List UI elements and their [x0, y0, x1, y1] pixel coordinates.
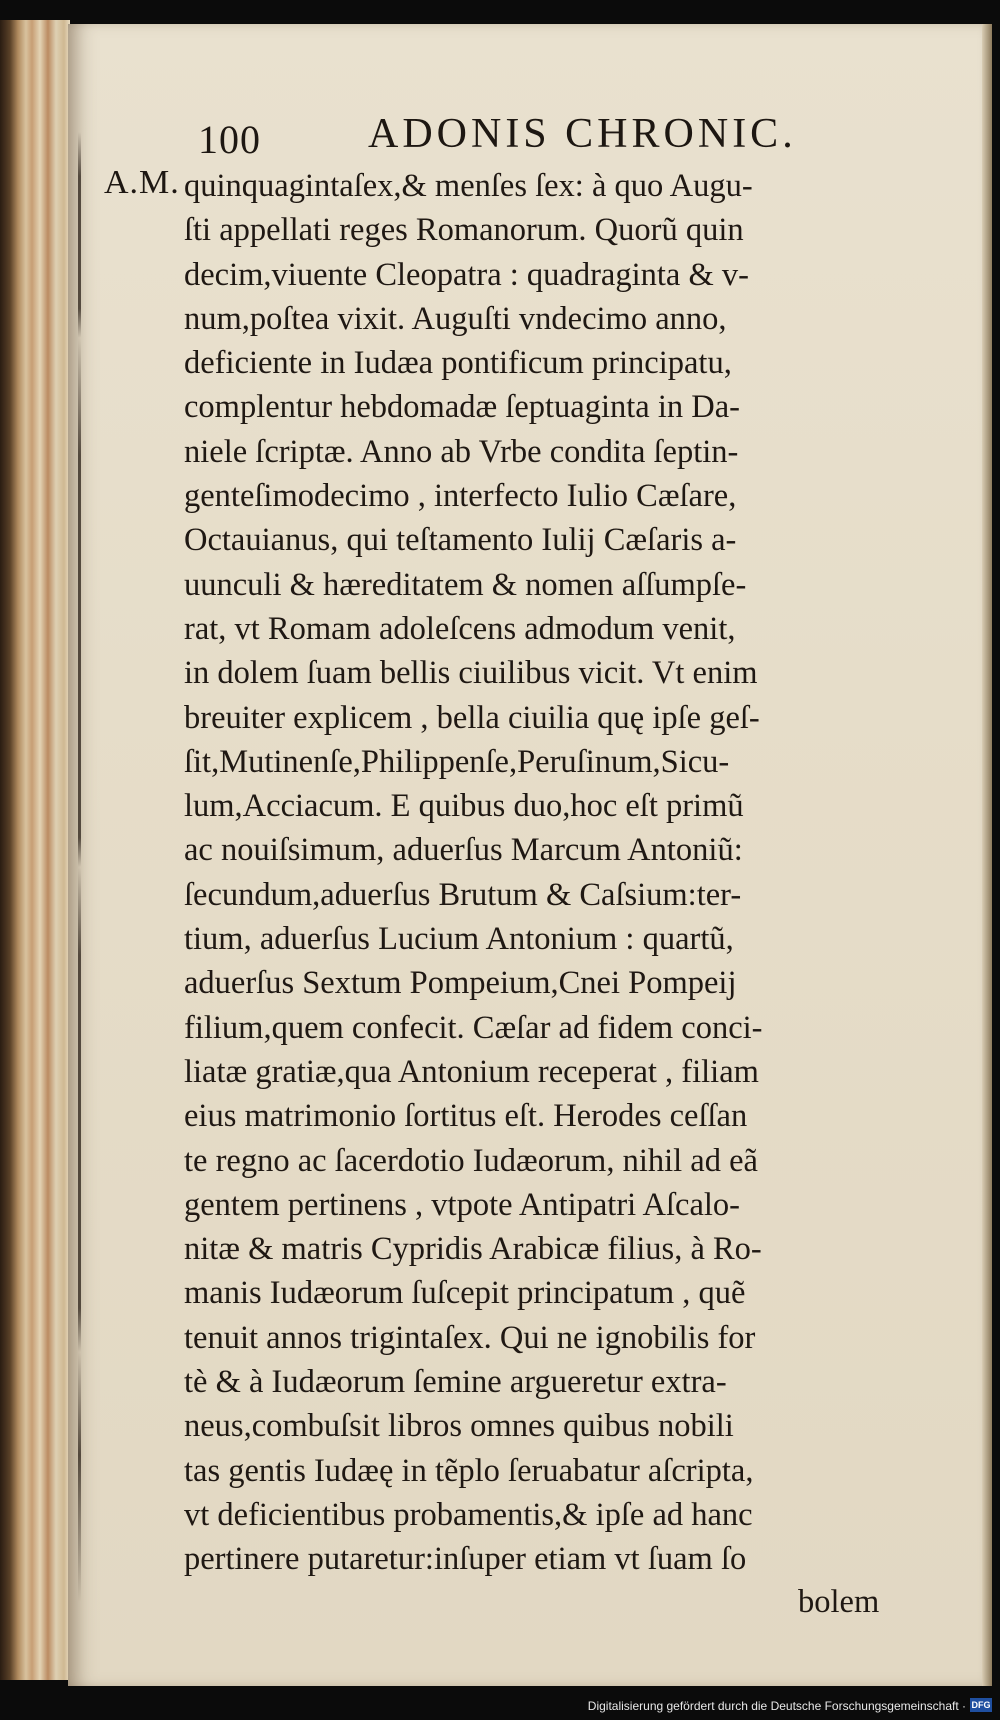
text-line: filium,quem confecit. Cæſar ad fidem conci- — [184, 1009, 763, 1046]
catchword: bolem — [798, 1584, 880, 1620]
text-line: genteſimodecimo , interfecto Iulio Cæſare, — [184, 478, 737, 515]
text-line: vt deficientibus probamentis,& ipſe ad hanc — [184, 1496, 753, 1533]
digitization-credit: Digitalisierung gefördert durch die Deutsche Forschungsgemeinschaft · — [587, 1699, 966, 1713]
text-line: ſit,Mutinenſe,Philippenſe,Peruſinum,Sicu- — [184, 743, 730, 780]
text-line: tenuit annos trigintaſex. Qui ne ignobilis for — [184, 1319, 756, 1356]
text-line: tium, aduerſus Lucium Antonium : quartũ, — [184, 921, 734, 958]
text-line: ſecundum,aduerſus Brutum & Caſsium:ter- — [184, 876, 742, 913]
text-line: pertinere putaretur:inſuper etiam vt ſuam ſo — [184, 1541, 747, 1578]
text-line: te regno ac ſacerdotio Iudæorum, nihil ad eã — [184, 1142, 758, 1179]
text-line: ſti appellati reges Romanorum. Quorũ quin — [184, 212, 744, 249]
text-line: Octauianus, qui teſtamento Iulij Cæſaris a- — [184, 522, 737, 559]
text-line: nitæ & matris Cypridis Arabicæ filius, à Ro- — [184, 1231, 762, 1268]
text-line: ac nouiſsimum, aduerſus Marcum Antoniũ: — [184, 832, 743, 869]
dfg-logo: DFG — [971, 1700, 991, 1710]
book-page — [68, 24, 992, 1686]
text-line: tè & à Iudæorum ſemine argueretur extra- — [184, 1364, 727, 1401]
text-line: eius matrimonio ſortitus eſt. Herodes ceſſan — [184, 1098, 748, 1135]
text-line: decim,viuente Cleopatra : quadraginta & v- — [184, 256, 749, 293]
text-line: neus,combuſsit libros omnes quibus nobili — [184, 1408, 734, 1445]
text-line: breuiter explicem , bella ciuilia quę ipſe geſ- — [184, 699, 760, 736]
text-line: aduerſus Sextum Pompeium,Cnei Pompeij — [184, 965, 737, 1002]
text-line: niele ſcriptæ. Anno ab Vrbe condita ſeptin- — [184, 433, 739, 470]
text-line: lum,Acciacum. E quibus duo,hoc eſt primũ — [184, 788, 744, 825]
page-right-edge — [982, 24, 992, 1686]
text-line: num,poſtea vixit. Auguſti vndecimo anno, — [184, 300, 727, 337]
page-number: 100 — [198, 117, 261, 162]
text-line: uunculi & hæreditatem & nomen aſſumpſe- — [184, 566, 747, 603]
text-line: quinquagintaſex,& menſes ſex: à quo Augu- — [184, 168, 753, 204]
margin-note: A.M. — [104, 164, 180, 201]
text-line: in dolem ſuam bellis ciuilibus vicit. Vt enim — [184, 655, 758, 692]
text-line: deficiente in Iudæa pontificum principatu, — [184, 345, 732, 382]
margin-rule — [78, 132, 81, 1602]
text-line: liatæ gratiæ,qua Antonium receperat , filiam — [184, 1053, 759, 1090]
text-line: complentur hebdomadæ ſeptuaginta in Da- — [184, 389, 740, 426]
text-line: manis Iudæorum ſuſcepit principatum , quẽ — [184, 1275, 746, 1312]
page-edges — [0, 20, 70, 1680]
running-title: ADONIS CHRONIC. — [368, 111, 797, 157]
text-line: gentem pertinens , vtpote Antipatri Aſcalo- — [184, 1186, 740, 1223]
text-line: rat, vt Romam adoleſcens admodum venit, — [184, 610, 736, 647]
body-text — [184, 164, 944, 1582]
text-line: tas gentis Iudæę in tẽplo ſeruabatur aſcripta, — [184, 1452, 754, 1489]
